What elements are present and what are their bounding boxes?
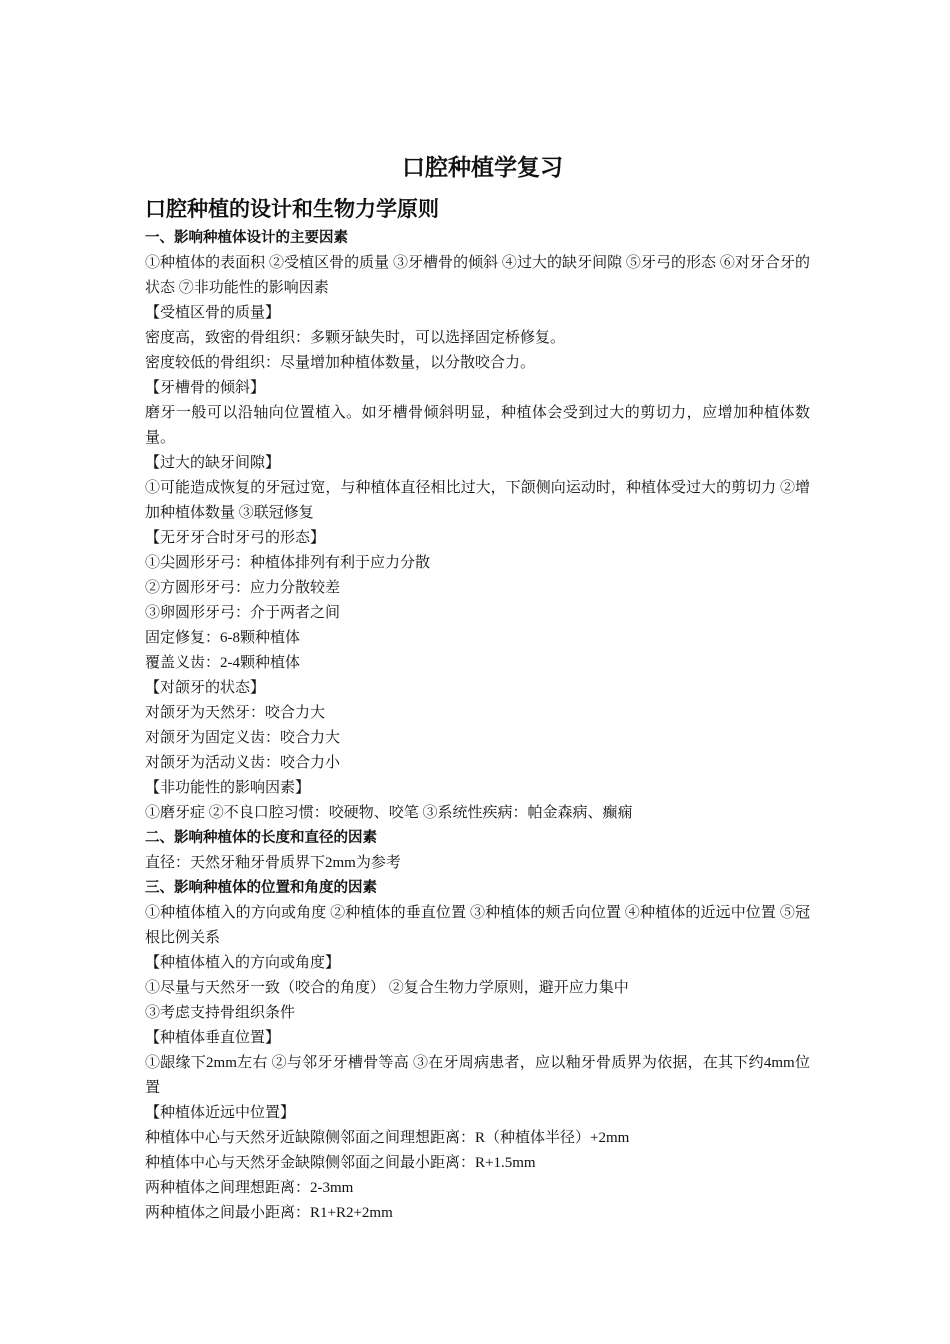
text-line: ②方圆形牙弓：应力分散较差 <box>145 580 341 596</box>
text-line: 对颌牙为固定义齿：咬合力大 <box>145 730 341 746</box>
paragraph: ①龈缘下2mm左右 ②与邻牙牙槽骨等高 ③在牙周病患者，应以釉牙骨质界为依据，在其下约4mm位置 <box>145 1055 810 1096</box>
subsection-label: 【受植区骨的质量】 <box>145 305 281 321</box>
document-title: 口腔种植学复习 <box>402 155 563 181</box>
text-line: 密度高，致密的骨组织：多颗牙缺失时，可以选择固定桥修复。 <box>145 330 566 346</box>
text-line: 对颌牙为活动义齿：咬合力小 <box>145 755 341 771</box>
text-line: 直径：天然牙釉牙骨质界下2mm为参考 <box>145 855 401 871</box>
text-line: 种植体中心与天然牙金缺隙侧邻面之间最小距离：R+1.5mm <box>145 1155 536 1171</box>
text-line: 覆盖义齿：2-4颗种植体 <box>145 655 300 671</box>
paragraph: ①种植体的表面积 ②受植区骨的质量 ③牙槽骨的倾斜 ④过大的缺牙间隙 ⑤牙弓的形态 ⑥对牙合牙的状态 ⑦非功能性的影响因素 <box>145 255 810 296</box>
text-line: ③卵圆形牙弓：介于两者之间 <box>145 605 341 621</box>
subsection-label: 【非功能性的影响因素】 <box>145 780 311 796</box>
subsection-label: 【无牙牙合时牙弓的形态】 <box>145 530 326 546</box>
text-line: ①尖圆形牙弓：种植体排列有利于应力分散 <box>145 555 431 571</box>
text-line: 对颌牙为天然牙：咬合力大 <box>145 705 326 721</box>
subsection-label: 【对颌牙的状态】 <box>145 680 266 696</box>
text-line: 两种植体之间最小距离：R1+R2+2mm <box>145 1205 393 1221</box>
subsection-label: 【过大的缺牙间隙】 <box>145 455 281 471</box>
text-line: 种植体中心与天然牙近缺隙侧邻面之间理想距离：R（种植体半径）+2mm <box>145 1130 630 1146</box>
subsection-label: 【牙槽骨的倾斜】 <box>145 380 266 396</box>
text-line: 固定修复：6-8颗种植体 <box>145 630 300 646</box>
text-line: 密度较低的骨组织：尽量增加种植体数量，以分散咬合力。 <box>145 355 536 371</box>
section-heading: 一、影响种植体设计的主要因素 <box>145 230 348 246</box>
text-line: ①磨牙症 ②不良口腔习惯：咬硬物、咬笔 ③系统性疾病：帕金森病、癫痫 <box>145 805 633 821</box>
text-line: ①尽量与天然牙一致（咬合的角度） ②复合生物力学原则，避开应力集中 <box>145 980 629 996</box>
chapter-title: 口腔种植的设计和生物力学原则 <box>145 197 439 221</box>
document-page <box>145 150 810 1226</box>
paragraph: 磨牙一般可以沿轴向位置植入。如牙槽骨倾斜明显，种植体会受到过大的剪切力，应增加种植体数量。 <box>145 405 810 446</box>
section-heading: 三、影响种植体的位置和角度的因素 <box>145 880 377 896</box>
text-line: ③考虑支持骨组织条件 <box>145 1005 296 1021</box>
document-body <box>145 226 810 1226</box>
paragraph: ①可能造成恢复的牙冠过宽，与种植体直径相比过大，下颌侧向运动时，种植体受过大的剪切力 ②增加种植体数量 ③联冠修复 <box>145 480 810 521</box>
paragraph: ①种植体植入的方向或角度 ②种植体的垂直位置 ③种植体的颊舌向位置 ④种植体的近远中位置 ⑤冠根比例关系 <box>145 905 810 946</box>
subsection-label: 【种植体植入的方向或角度】 <box>145 955 341 971</box>
subsection-label: 【种植体近远中位置】 <box>145 1105 296 1121</box>
text-line: 两种植体之间理想距离：2-3mm <box>145 1180 354 1196</box>
subsection-label: 【种植体垂直位置】 <box>145 1030 281 1046</box>
section-heading: 二、影响种植体的长度和直径的因素 <box>145 830 377 846</box>
